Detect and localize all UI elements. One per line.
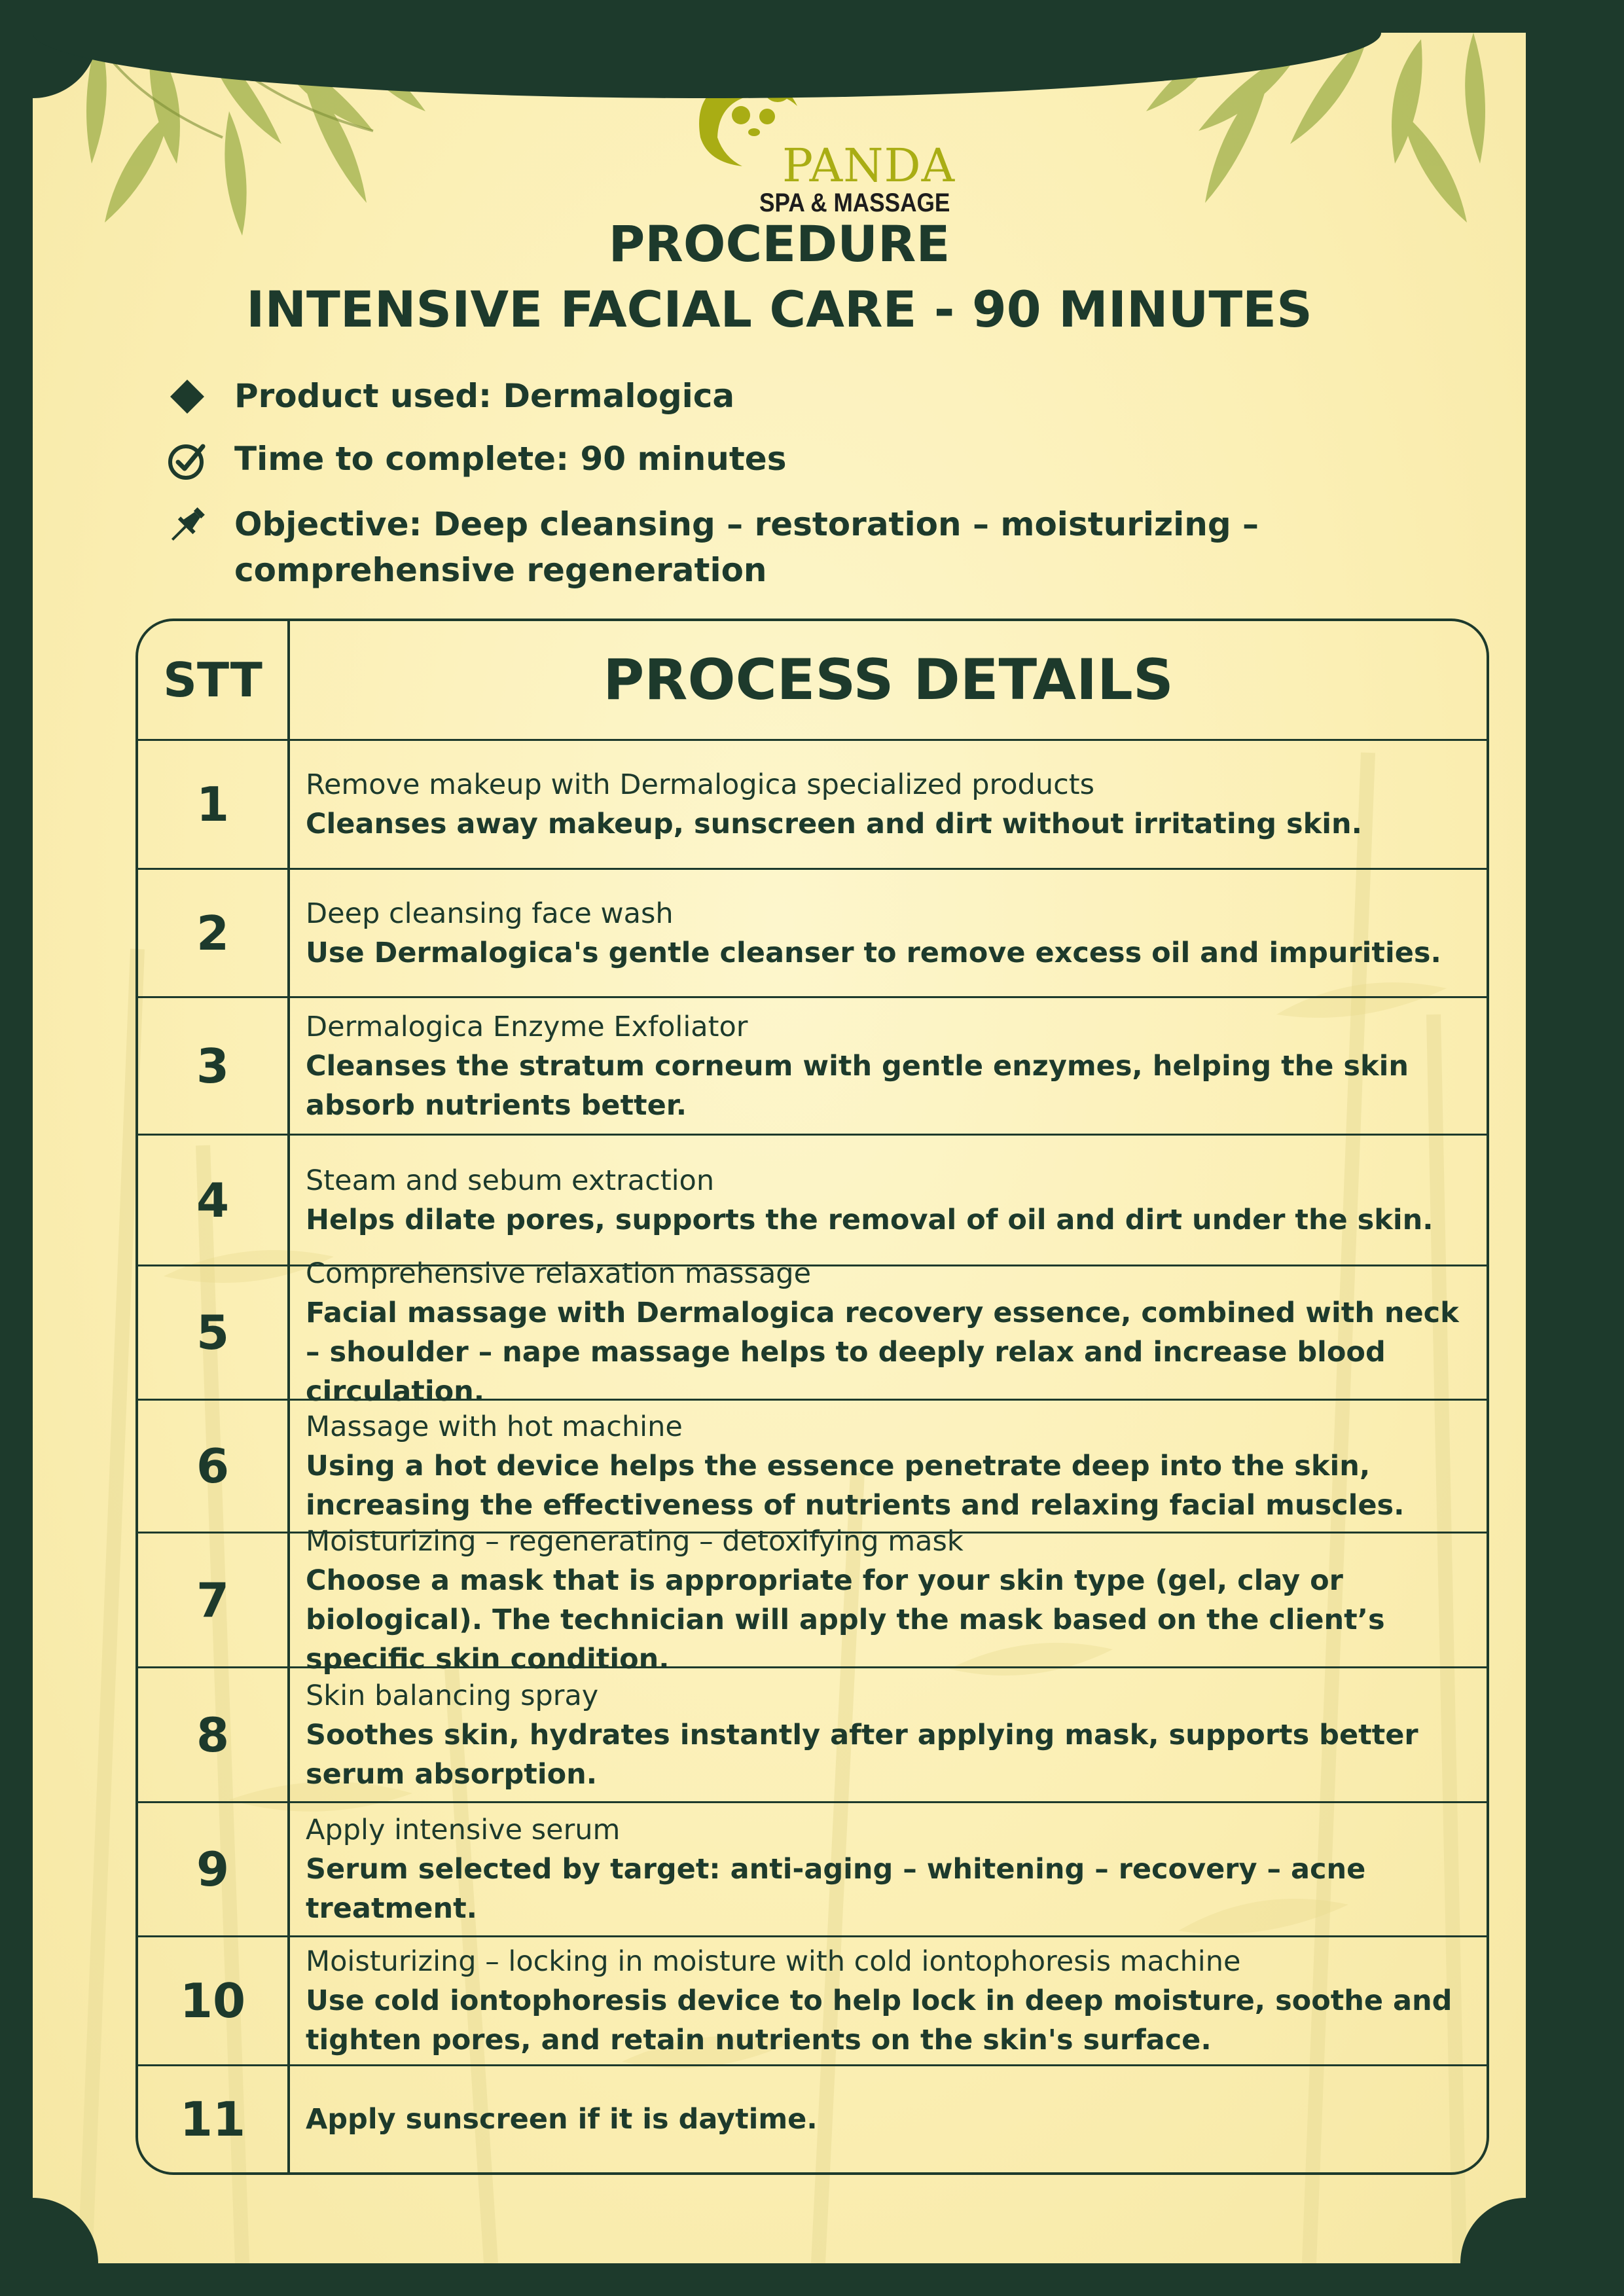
table-header bbox=[138, 621, 1487, 741]
table-row bbox=[138, 870, 1487, 998]
step-details bbox=[290, 1257, 1487, 1408]
step-details bbox=[290, 741, 1487, 868]
table-row bbox=[138, 1257, 1487, 1408]
table-row bbox=[138, 741, 1487, 870]
column-header-stt: STT bbox=[138, 621, 290, 739]
step-number: 10 bbox=[138, 1937, 290, 2064]
step-name: Comprehensive relaxation massage bbox=[306, 1257, 812, 1290]
table-row bbox=[138, 998, 1487, 1136]
info-text: Product used: Dermalogica bbox=[234, 377, 735, 415]
step-details bbox=[290, 1803, 1487, 1935]
step-name: Steam and sebum extraction bbox=[306, 1164, 715, 1197]
step-number: 7 bbox=[138, 1534, 290, 1666]
step-number: 4 bbox=[138, 1136, 290, 1265]
step-number: 11 bbox=[138, 2066, 290, 2172]
table-row bbox=[138, 2066, 1487, 2172]
step-number: 2 bbox=[138, 870, 290, 996]
step-details bbox=[290, 1524, 1487, 1676]
info-item-objective bbox=[164, 501, 1347, 593]
table-row bbox=[138, 1136, 1487, 1266]
info-text: Time to complete: 90 minutes bbox=[234, 440, 787, 478]
check-circle-icon bbox=[164, 436, 211, 483]
info-text: Objective: Deep cleansing – restoration – moisturizing – comprehensive regeneration bbox=[234, 505, 1259, 589]
step-description: Apply sunscreen if it is daytime. bbox=[306, 2103, 818, 2136]
step-name: Moisturizing – regenerating – detoxifying mask bbox=[306, 1524, 964, 1558]
step-description: Soothes skin, hydrates instantly after applying mask, supports better serum absorption. bbox=[306, 1718, 1418, 1791]
page-subtitle: INTENSIVE FACIAL CARE - 90 MINUTES bbox=[246, 280, 1312, 338]
info-item-product bbox=[164, 373, 1347, 420]
step-number: 5 bbox=[138, 1266, 290, 1399]
step-name: Moisturizing – locking in moisture with cold iontophoresis machine bbox=[306, 1945, 1241, 1978]
step-number: 3 bbox=[138, 998, 290, 1134]
step-number: 9 bbox=[138, 1803, 290, 1935]
step-name: Remove makeup with Dermalogica specialized products bbox=[306, 768, 1094, 801]
step-name: Apply intensive serum bbox=[306, 1814, 621, 1846]
process-table bbox=[135, 619, 1489, 2175]
step-number: 6 bbox=[138, 1401, 290, 1532]
step-details bbox=[290, 1668, 1487, 1801]
info-item-time bbox=[164, 436, 1347, 483]
table-row bbox=[138, 1401, 1487, 1534]
step-details bbox=[290, 1401, 1487, 1532]
step-name: Massage with hot machine bbox=[306, 1410, 683, 1443]
diamond-icon bbox=[164, 373, 211, 420]
table-row bbox=[138, 1937, 1487, 2066]
step-number: 1 bbox=[138, 741, 290, 868]
step-details bbox=[290, 2066, 1487, 2172]
step-details bbox=[290, 1937, 1487, 2064]
step-description: Use cold iontophoresis device to help lock in deep moisture, soothe and tighten pores, and retain nutrients on the skin's surface. bbox=[306, 1984, 1453, 2056]
table-row bbox=[138, 1524, 1487, 1676]
page-title: PROCEDURE bbox=[608, 215, 950, 273]
step-details bbox=[290, 1136, 1487, 1265]
brand-name: PANDA bbox=[782, 139, 956, 192]
step-details bbox=[290, 870, 1487, 996]
step-description: Helps dilate pores, supports the removal of oil and dirt under the skin. bbox=[306, 1203, 1434, 1236]
brand-tagline: SPA & MASSAGE bbox=[759, 188, 950, 217]
step-description: Cleanses the stratum corneum with gentle enzymes, helping the skin absorb nutrients better. bbox=[306, 1049, 1409, 1122]
poster bbox=[33, 33, 1526, 2263]
step-description: Facial massage with Dermalogica recovery essence, combined with neck – shoulder – nape massage helps to deeply relax and increase blood circulation. bbox=[306, 1297, 1459, 1408]
step-details bbox=[290, 998, 1487, 1134]
step-description: Use Dermalogica's gentle cleanser to remove excess oil and impurities. bbox=[306, 936, 1441, 969]
step-description: Using a hot device helps the essence penetrate deep into the skin, increasing the effectiveness of nutrients and relaxing facial muscles. bbox=[306, 1450, 1405, 1522]
step-name: Deep cleansing face wash bbox=[306, 897, 674, 930]
step-name: Skin balancing spray bbox=[306, 1679, 599, 1712]
step-number: 8 bbox=[138, 1668, 290, 1801]
pin-icon bbox=[164, 501, 211, 548]
step-description: Serum selected by target: anti-aging – whitening – recovery – acne treatment. bbox=[306, 1853, 1366, 1925]
column-header-details: PROCESS DETAILS bbox=[603, 647, 1174, 713]
step-description: Choose a mask that is appropriate for your skin type (gel, clay or biological). The technician will apply the mask based on the client’s specific skin condition. bbox=[306, 1564, 1385, 1676]
table-row bbox=[138, 1803, 1487, 1937]
step-description: Cleanses away makeup, sunscreen and dirt without irritating skin. bbox=[306, 808, 1362, 840]
step-name: Dermalogica Enzyme Exfoliator bbox=[306, 1010, 748, 1043]
table-row bbox=[138, 1668, 1487, 1803]
